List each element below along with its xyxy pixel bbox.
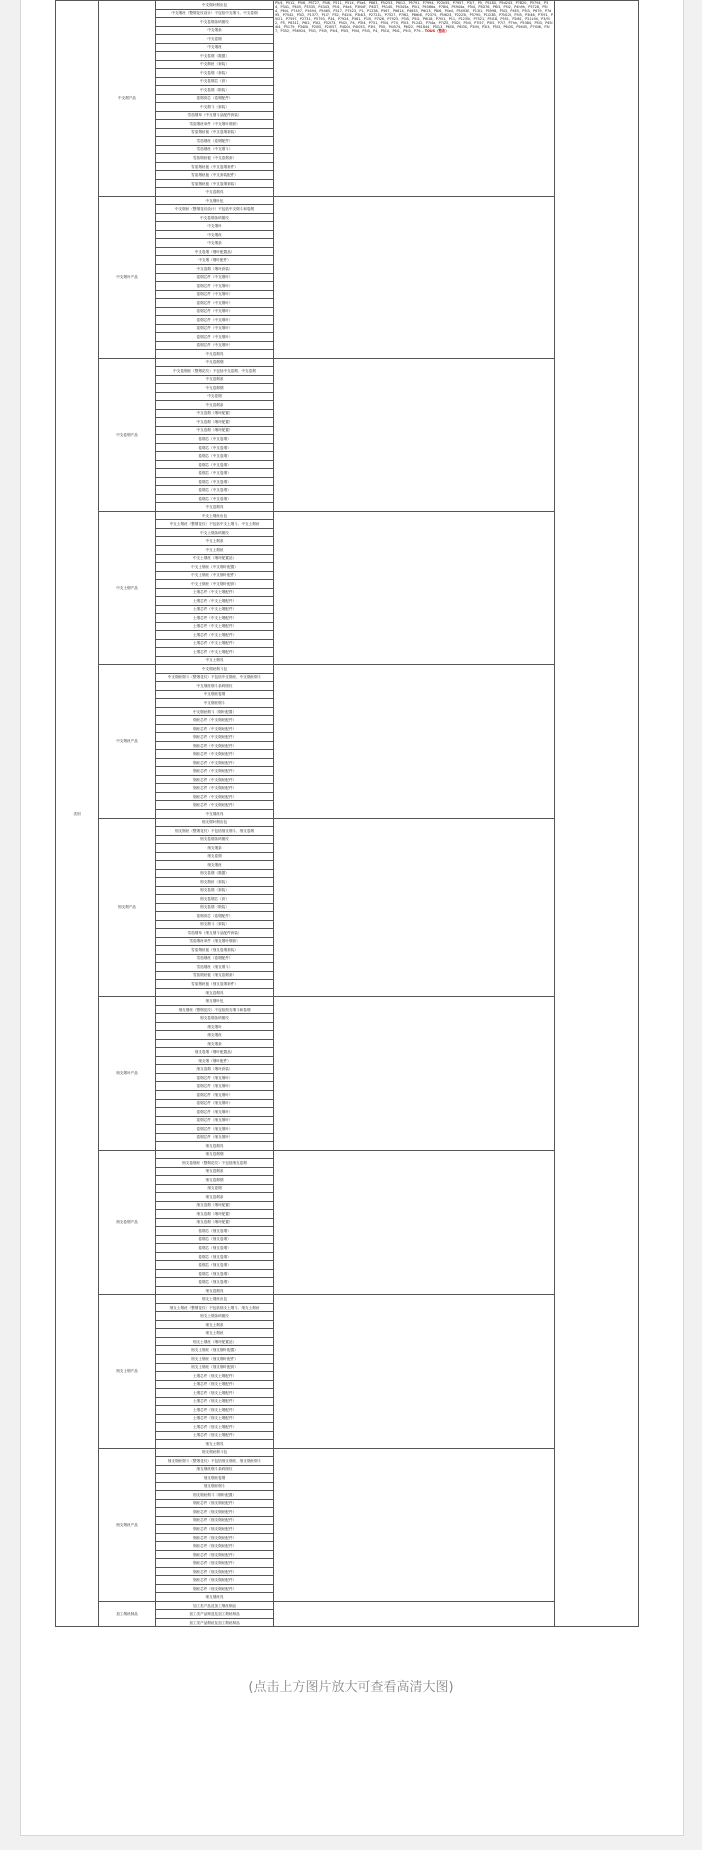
- product-name-cell: 中支烟丝烟斗（整烟花纹）不包括中支烟丝、中支烟丝烟斗: [156, 673, 274, 682]
- table-row: [56, 196, 639, 205]
- product-name-cell: 卷烟芯件（细支烟叶）: [156, 1099, 274, 1108]
- product-name-cell: 细支烟丝烟斗（整烟花纹）不包括细支烟丝、细支烟丝烟斗: [156, 1457, 274, 1466]
- product-name-cell: 中支土烟具: [156, 656, 274, 665]
- product-name-cell: 卷烟芯（细支卷烟）: [156, 1278, 274, 1287]
- product-name-cell: 细支卷烟烟: [156, 1176, 274, 1185]
- product-name-cell: 卷烟芯件（中支烟叶）: [156, 273, 274, 282]
- product-name-cell: 卷烟芯件（中支烟叶）: [156, 316, 274, 325]
- product-name-cell: 细支卷烟（烟叶套装）: [156, 1065, 274, 1074]
- codes-cell-empty: [274, 1295, 555, 1448]
- product-name-cell: 中支卷烟（套装）: [156, 69, 274, 78]
- group-name-cell: 中支土烟产品: [99, 511, 156, 664]
- product-name-cell: 细支烟丝烟斗包: [156, 1448, 274, 1457]
- product-name-cell: 中支卷烟（烟叶配置品）: [156, 247, 274, 256]
- product-name-cell: 中支卷烟（烟叶套装）: [156, 264, 274, 273]
- product-table[interactable]: [55, 0, 639, 1627]
- product-name-cell: 中支卷烟: [156, 392, 274, 401]
- product-name-cell: 土烟芯件（中支土烟配件）: [156, 614, 274, 623]
- product-name-cell: 细支烟丝（整烟花纹）不包括细支烟斗和卷烟: [156, 1005, 274, 1014]
- product-name-cell: 雪茄烟丝板（细支卷烟套）: [156, 971, 274, 980]
- product-name-cell: 中支卷烟丝（整烟花纹）不包括中支卷烟、中支卷烟: [156, 367, 274, 376]
- group-name-cell: 中支烟叶产品: [99, 196, 156, 358]
- product-name-cell: 中支卷烟（烟叶配置）: [156, 409, 274, 418]
- product-name-cell: 中支卷烟（数据）: [156, 52, 274, 61]
- codes-cell-empty: [274, 196, 555, 358]
- product-name-cell: 卷烟芯件（中支烟叶）: [156, 307, 274, 316]
- product-name-cell: 烟丝芯件（中支烟丝配件）: [156, 767, 274, 776]
- product-name-cell: 细支卷烟（套装）: [156, 886, 274, 895]
- product-name-cell: 卷烟芯件（细支烟叶）: [156, 1116, 274, 1125]
- product-name-cell: 雪茄烟丝板（中支卷烟套）: [156, 154, 274, 163]
- product-name-cell: 细支烟叶: [156, 1022, 274, 1031]
- product-name-cell: 土烟芯件（中支土烟配件）: [156, 631, 274, 640]
- product-name-cell: 烟丝芯件（细支烟丝配件）: [156, 1542, 274, 1551]
- product-name-cell: 细支卷烟芯（套）: [156, 895, 274, 904]
- product-name-cell: 中支土烟丝: [156, 546, 274, 555]
- product-name-cell: 卷烟芯（中支卷烟）: [156, 494, 274, 503]
- product-name-cell: 土烟芯件（中支土烟配件）: [156, 648, 274, 657]
- product-name-cell: 中支土烟丝出包: [156, 511, 274, 520]
- product-name-cell: 细支卷烟条码图纹: [156, 835, 274, 844]
- product-name-cell: 烟丝芯件（细支烟丝配件）: [156, 1584, 274, 1593]
- product-name-cell: 烟丝芯件（细支烟丝配件）: [156, 1550, 274, 1559]
- product-name-cell: 土烟芯件（细支土烟配件）: [156, 1372, 274, 1381]
- product-name-cell: 雪茄烟丝（中支烟斗）: [156, 145, 274, 154]
- product-name-cell: 中支烟丝烟斗（烟叶配置）: [156, 707, 274, 716]
- product-name-cell: 细支土烟丝（细支烟叶配件）: [156, 1354, 274, 1363]
- product-name-cell: 细支卷烟（烟叶配置）: [156, 1201, 274, 1210]
- table-row: [56, 1601, 639, 1610]
- product-name-cell: 细支烟叶包: [156, 997, 274, 1006]
- product-name-cell: 雪茄烟草（细支烟斗品配件套装）: [156, 929, 274, 938]
- product-name-cell: 中支烟丝: [156, 43, 274, 52]
- product-name-cell: 雪茄烟丝单件（细支烟叶烟套）: [156, 937, 274, 946]
- product-name-cell: 细支烟条: [156, 844, 274, 853]
- product-name-cell: 细支烟丝（整烟花纹）不包括细支烟斗、细支卷烟: [156, 827, 274, 836]
- product-name-cell: 中支卷烟具: [156, 350, 274, 359]
- group-name-cell: 细支烟丝产品: [99, 1448, 156, 1601]
- product-name-cell: 中支卷烟（散装）: [156, 86, 274, 95]
- product-name-cell: 土烟芯件（细支土烟配件）: [156, 1380, 274, 1389]
- product-name-cell: 细支烟丝（套装）: [156, 878, 274, 887]
- product-name-cell: 烟丝芯件（细支烟丝配件）: [156, 1533, 274, 1542]
- product-name-cell: 细支土烟丝（细支烟叶配置）: [156, 1346, 274, 1355]
- product-name-cell: 中支烟丝（整烟花纹设计）不包括中支烟斗和卷烟: [156, 205, 274, 214]
- product-name-cell: 土烟芯件（细支土烟配件）: [156, 1389, 274, 1398]
- codes-cell-empty: [274, 1601, 555, 1627]
- product-name-cell: 中支卷烟条: [156, 401, 274, 410]
- product-name-cell: 雪茄烟丝板（细支卷烟套件）: [156, 980, 274, 989]
- product-name-cell: 中支卷烟条码图纹: [156, 213, 274, 222]
- product-name-cell: 卷烟芯件（细支烟叶）: [156, 1082, 274, 1091]
- table-row: [56, 1, 639, 10]
- product-name-cell: 细支卷烟（烟叶配置）: [156, 1218, 274, 1227]
- product-name-cell: 细支卷烟丝（整烟花纹）不包括细支卷烟: [156, 1159, 274, 1168]
- group-name-cell: 细支烟叶产品: [99, 997, 156, 1150]
- product-name-cell: 细支烟丝烟斗条码图纹: [156, 1465, 274, 1474]
- product-name-cell: 卷烟芯（中支卷烟）: [156, 435, 274, 444]
- product-name-cell: 卷烟芯（细支卷烟）: [156, 1269, 274, 1278]
- product-name-cell: 烟丝芯件（中支烟丝配件）: [156, 724, 274, 733]
- product-name-cell: 卷烟芯件（细支烟叶）: [156, 1073, 274, 1082]
- product-name-cell: 中支卷烟具: [156, 188, 274, 197]
- product-name-cell: 卷烟芯（细支卷烟）: [156, 1252, 274, 1261]
- product-name-cell: 中支卷烟芯（套）: [156, 77, 274, 86]
- product-name-cell: 细支土烟具: [156, 1440, 274, 1449]
- product-name-cell: 细支卷烟条码图纹: [156, 1014, 274, 1023]
- product-name-cell: 卷烟芯（细支卷烟）: [156, 1244, 274, 1253]
- product-name-cell: 细支卷烟: [156, 852, 274, 861]
- product-name-cell: 中支烟斗（套装）: [156, 103, 274, 112]
- product-name-cell: 烟丝芯件（细支烟丝配件）: [156, 1508, 274, 1517]
- product-name-cell: 细支烟丝: [156, 861, 274, 870]
- product-name-cell: 中支卷烟（烟叶配置）: [156, 418, 274, 427]
- table-row: [56, 1295, 639, 1304]
- product-name-cell: 烟丝芯件（中支烟丝配件）: [156, 733, 274, 742]
- product-name-cell: 中支烟丝卷烟: [156, 690, 274, 699]
- group-name-cell: 中支烟产品: [99, 1, 156, 197]
- product-name-cell: 加工类产品制造及加工烟丝制品: [156, 1610, 274, 1619]
- product-name-cell: 雪茄烟丝板（细支卷烟套装）: [156, 946, 274, 955]
- product-name-cell: 雪茄烟丝（卷烟配件）: [156, 137, 274, 146]
- product-name-cell: 烟丝芯件（中支烟丝配件）: [156, 716, 274, 725]
- product-name-cell: 土烟芯件（中支土烟配件）: [156, 605, 274, 614]
- product-name-cell: 细支卷烟具: [156, 1142, 274, 1151]
- product-name-cell: 雪茄烟丝板（中支卷烟套装）: [156, 179, 274, 188]
- product-name-cell: 加工类产品烟丝及加工烟丝制品: [156, 1618, 274, 1627]
- product-name-cell: 细支土烟丝（细支烟叶配套）: [156, 1363, 274, 1372]
- group-name-cell: 细支烟产品: [99, 818, 156, 997]
- product-name-cell: 卷烟芯（中支卷烟）: [156, 452, 274, 461]
- product-name-cell: 雪茄烟丝（细支烟斗）: [156, 963, 274, 972]
- product-name-cell: 细支烟丝烟斗: [156, 1482, 274, 1491]
- product-name-cell: 中支土烟丝（烟叶配置品）: [156, 554, 274, 563]
- group-name-cell: 细支卷烟产品: [99, 1150, 156, 1295]
- product-name-cell: 卷烟芯件（中支烟叶）: [156, 290, 274, 299]
- product-name-cell: 烟丝芯件（中支烟丝配件）: [156, 792, 274, 801]
- product-name-cell: 中支土烟条: [156, 537, 274, 546]
- product-name-cell: 细支土烟条码图纹: [156, 1312, 274, 1321]
- product-name-cell: 烟丝芯件（细支烟丝配件）: [156, 1499, 274, 1508]
- product-name-cell: 雪茄烟草（中支烟斗品配件套装）: [156, 111, 274, 120]
- product-name-cell: 中支土烟丝（整烟花纹）不包括中支土烟斗、中支土烟丝: [156, 520, 274, 529]
- codes-cell-empty: [274, 665, 555, 818]
- product-name-cell: 细支烟丝具: [156, 1593, 274, 1602]
- product-name-cell: 细支土烟丝（烟叶配置品）: [156, 1337, 274, 1346]
- product-name-cell: 卷烟芯（中支卷烟）: [156, 469, 274, 478]
- product-name-cell: 烟丝芯件（细支烟丝配件）: [156, 1576, 274, 1585]
- product-name-cell: 卷烟芯件（中支烟叶）: [156, 324, 274, 333]
- group-name-cell: 加工烟丝制品: [99, 1601, 156, 1627]
- product-name-cell: 中支烟丝具: [156, 809, 274, 818]
- product-name-cell: 细支卷烟（烟叶配置）: [156, 1210, 274, 1219]
- product-name-cell: 中支卷烟条: [156, 375, 274, 384]
- product-name-cell: 土烟芯件（细支土烟配件）: [156, 1414, 274, 1423]
- product-name-cell: 细支卷烟具: [156, 1286, 274, 1295]
- product-name-cell: 烟丝芯件（中支烟丝配件）: [156, 750, 274, 759]
- product-name-cell: 中支烟叶烟出包: [156, 1, 274, 10]
- product-name-cell: 卷烟芯（中支卷烟）: [156, 477, 274, 486]
- product-name-cell: 细支土烟丝（整烟花纹）不包括细支土烟斗、细支土烟丝: [156, 1303, 274, 1312]
- table-row: [56, 818, 639, 827]
- group-name-cell: 中支烟丝产品: [99, 665, 156, 818]
- codes-cell-empty: [274, 511, 555, 664]
- product-name-cell: 细支烟丝烟斗（烟叶配置）: [156, 1491, 274, 1500]
- image-caption: (点击上方图片放大可查看高清大图): [248, 1680, 454, 1695]
- table-row: [56, 511, 639, 520]
- product-name-cell: 细支卷烟: [156, 1184, 274, 1193]
- codes-cell-empty: [274, 358, 555, 511]
- product-name-cell: 卷烟芯（中支卷烟）: [156, 486, 274, 495]
- product-name-cell: 土烟芯件（中支土烟配件）: [156, 622, 274, 631]
- product-name-cell: 卷烟芯件（细支烟叶）: [156, 1091, 274, 1100]
- product-name-cell: 中支土烟条码图纹: [156, 528, 274, 537]
- product-name-cell: 细支土烟丝: [156, 1329, 274, 1338]
- product-name-cell: 中支烟丝烟斗: [156, 699, 274, 708]
- product-name-cell: 中支烟（烟叶配件）: [156, 256, 274, 265]
- product-name-cell: 中支烟丝（整烟花纹设计）不包括中支烟斗、中支卷烟: [156, 9, 274, 18]
- codes-cell-empty: [274, 997, 555, 1150]
- product-name-cell: 烟丝芯件（中支烟丝配件）: [156, 775, 274, 784]
- product-name-cell: 中支卷烟: [156, 35, 274, 44]
- product-name-cell: 烟丝芯件（中支烟丝配件）: [156, 758, 274, 767]
- product-name-cell: 细支卷烟（烟叶配置品）: [156, 1048, 274, 1057]
- product-name-cell: 细支烟条: [156, 1039, 274, 1048]
- product-name-cell: 细支烟丝卷烟: [156, 1474, 274, 1483]
- red-note: TOUS（整夜）: [424, 29, 449, 33]
- codes-text: P5/4、P512、P5i6、P5T27、P5I8、P511、P514、P5a4、P663、P5i253、P6i12、P5791、P7994、P22k55、P7957、P3/7、P5、P5180、P5d243、P7B20、P5794，P34、P341、P445、P3535、P4343、P5i1、P4e4、P3N4F、P4D7、P5140、P5345a、P5i1、P4566a、P78i4、P5944a、P5i4、P5D76、P6i3、P5i2、P4h9h、P5728、P5I4、P6i4、P7457、P5494、P5465、P517、P7423、P1、P1236、P567、P6814、P4633、P6i23、P8i6、P4e4、P5493E、P13I1、P5998、P5I3、P4E5、P5I3、P679、P7d95、P7542、P5I2、P1377、P1I7、P32、P42I4、P3I4i3、P2721L、P7527、P7I62、P86i4l、P2375、P5I623、P2225i、P5790、P1I23B、P7N12I、P5i5、P3I46、P7I91、P5I21、P7597、P2731、P5793、P34、P7924、P361、P15I、P7I26、P7925、P3I5、P5i2、P6i18、P7I51、P11、P1235i、P7521、P5I18、P551、P2I61、P21L94、P3/9i2、P5、P6311、P6i2、P5I2、P52I73、P5I2i、P4、P5I4、P751、P5I4、P7II、P5I3、P1242、P7I4a、P7IZ5、P3I2I、P5i4、P7I57、P5I5、P7i7、P7hh、P5384、P5I3、P45I4I4、P5179、P34I0I、P2I05、P2I057、P4D0I、P4I053、P3I5、P50、P4i574、P6I22、P61844、P5I13、P6I3I、P6I3S、P3I9I、P3I3、P5I3、P6i3S、P5645、P7I0I6、P3I7、P352、P56924、P5I1、P5I5、P5I4、P5I5、P5I4、P5I3、P4、P5I1I、P6I1、P5I3、P79...: [275, 1, 553, 33]
- product-name-cell: 卷烟芯（中支卷烟）: [156, 460, 274, 469]
- product-name-cell: 雪茄烟丝板（中支套装配件）: [156, 171, 274, 180]
- table-row: [56, 997, 639, 1006]
- product-name-cell: 卷烟套芯（卷烟配件）: [156, 94, 274, 103]
- codes-cell-empty: [274, 818, 555, 997]
- product-name-cell: 细支烟叶烟出包: [156, 818, 274, 827]
- product-name-cell: 中支烟丝烟斗包: [156, 665, 274, 674]
- product-name-cell: 细支烟斗（套装）: [156, 920, 274, 929]
- product-name-cell: 烟丝芯件（细支烟丝配件）: [156, 1516, 274, 1525]
- product-name-cell: 烟丝芯件（细支烟丝配件）: [156, 1567, 274, 1576]
- product-name-cell: 卷烟芯（细支卷烟）: [156, 1227, 274, 1236]
- product-name-cell: 烟丝芯件（细支烟丝配件）: [156, 1525, 274, 1534]
- product-name-cell: 土烟芯件（细支土烟配件）: [156, 1406, 274, 1415]
- product-name-cell: 卷烟芯件（中支烟叶）: [156, 282, 274, 291]
- product-name-cell: 卷烟芯（细支卷烟）: [156, 1235, 274, 1244]
- product-name-cell: 土烟芯件（中支土烟配件）: [156, 597, 274, 606]
- product-name-cell: 雪茄烟丝（卷烟配件）: [156, 954, 274, 963]
- product-name-cell: 土烟芯件（细支土烟配件）: [156, 1431, 274, 1440]
- product-name-cell: 卷烟芯件（中支烟叶）: [156, 299, 274, 308]
- category-cell: 类别: [56, 1, 99, 1627]
- product-name-cell: 细支烟丝: [156, 1031, 274, 1040]
- table-row: [56, 1448, 639, 1457]
- table-row: [56, 665, 639, 674]
- product-name-cell: 细支卷烟烟: [156, 1150, 274, 1159]
- product-name-cell: 中支烟叶: [156, 222, 274, 231]
- product-name-cell: 烟丝芯件（中支烟丝配件）: [156, 784, 274, 793]
- product-name-cell: 中支烟丝烟斗条码图纹: [156, 682, 274, 691]
- product-name-cell: 烟丝芯件（中支烟丝配件）: [156, 801, 274, 810]
- product-name-cell: 细支卷烟条: [156, 1167, 274, 1176]
- product-name-cell: 卷烟芯件（中支烟叶）: [156, 341, 274, 350]
- product-name-cell: 中支卷烟（烟叶配置）: [156, 426, 274, 435]
- product-name-cell: 中支烟条: [156, 239, 274, 248]
- codes-cell: [274, 1, 555, 197]
- product-name-cell: 细支卷烟（散装）: [156, 903, 274, 912]
- product-name-cell: 烟丝芯件（中支烟丝配件）: [156, 741, 274, 750]
- product-name-cell: 细支卷烟具: [156, 988, 274, 997]
- product-name-cell: 中支卷烟烟: [156, 358, 274, 367]
- product-name-cell: 卷烟套芯（卷烟配件）: [156, 912, 274, 921]
- product-name-cell: 中支卷烟烟: [156, 384, 274, 393]
- product-name-cell: 烟丝芯件（细支烟丝配件）: [156, 1559, 274, 1568]
- product-name-cell: 中支卷烟条码图纹: [156, 18, 274, 27]
- product-name-cell: 雪茄烟丝单件（中支烟叶烟套）: [156, 120, 274, 129]
- product-name-cell: 卷烟芯（细支卷烟）: [156, 1261, 274, 1270]
- product-name-cell: 雪茄烟丝板（中支卷烟套装）: [156, 128, 274, 137]
- product-name-cell: 雪茄烟丝板（中支卷烟套件）: [156, 162, 274, 171]
- product-name-cell: 中支烟叶包: [156, 196, 274, 205]
- product-name-cell: 卷烟芯件（细支烟叶）: [156, 1125, 274, 1134]
- product-name-cell: 中支烟丝（套装）: [156, 60, 274, 69]
- product-name-cell: 细支卷烟条: [156, 1193, 274, 1202]
- product-name-cell: 中支卷烟具: [156, 503, 274, 512]
- product-name-cell: 中支土烟丝（中支烟叶配件）: [156, 571, 274, 580]
- product-name-cell: 细支土烟丝出包: [156, 1295, 274, 1304]
- product-name-cell: 土烟芯件（细支土烟配件）: [156, 1397, 274, 1406]
- product-name-cell: 中支土烟丝（中支烟叶配置）: [156, 563, 274, 572]
- codes-cell-empty: [274, 1448, 555, 1601]
- remarks-cell: [555, 1, 639, 1627]
- product-name-cell: 细支卷烟（数据）: [156, 869, 274, 878]
- product-name-cell: 中支烟条: [156, 26, 274, 35]
- product-name-cell: 中支烟丝: [156, 230, 274, 239]
- product-name-cell: 细支土烟条: [156, 1320, 274, 1329]
- product-name-cell: 卷烟芯件（细支烟叶）: [156, 1108, 274, 1117]
- product-name-cell: 土烟芯件（中支土烟配件）: [156, 639, 274, 648]
- product-name-cell: 卷烟芯件（细支烟叶）: [156, 1133, 274, 1142]
- group-name-cell: 中支卷烟产品: [99, 358, 156, 511]
- table-row: [56, 358, 639, 367]
- product-name-cell: 加工类产品及加工烟丝制品: [156, 1601, 274, 1610]
- product-name-cell: 卷烟芯件（中支烟叶）: [156, 333, 274, 342]
- codes-cell-empty: [274, 1150, 555, 1295]
- product-name-cell: 土烟芯件（中支土烟配件）: [156, 588, 274, 597]
- product-name-cell: 细支烟（烟叶配件）: [156, 1056, 274, 1065]
- product-name-cell: 土烟芯件（细支土烟配件）: [156, 1423, 274, 1432]
- group-name-cell: 细支土烟产品: [99, 1295, 156, 1448]
- table-row: [56, 1150, 639, 1159]
- product-name-cell: 卷烟芯（中支卷烟）: [156, 443, 274, 452]
- product-name-cell: 中支土烟丝（中支烟叶配套）: [156, 580, 274, 589]
